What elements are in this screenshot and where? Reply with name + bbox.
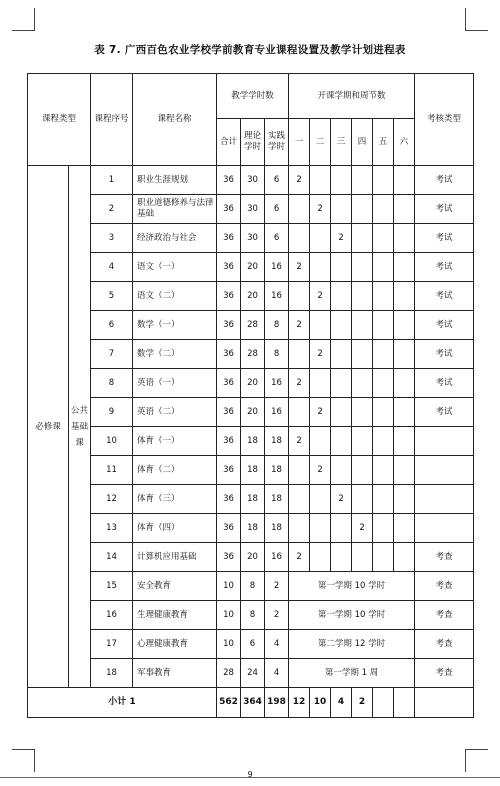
course-no: 12 [91,485,133,514]
exam-type: 考查 [415,630,474,659]
header-teaching-hours: 教学学时数 [217,74,289,119]
hours-theory: 6 [241,630,265,659]
semester-cell [373,427,394,456]
curriculum-table [27,73,474,718]
header-sem-2: 二 [310,119,331,166]
hours-practice: 4 [265,659,289,688]
category-main: 必修课 [28,166,69,688]
hours-total: 36 [217,340,241,369]
exam-type: 考试 [415,166,474,195]
hours-practice: 18 [265,514,289,543]
course-name: 心理健康教育 [133,630,217,659]
semester-cell [394,398,415,427]
table-row [28,456,474,485]
hours-practice: 2 [265,601,289,630]
hours-total: 36 [217,427,241,456]
exam-type: 考试 [415,311,474,340]
hours-practice: 6 [265,166,289,195]
subtotal-total: 562 [217,688,241,718]
semester-cell [289,485,310,514]
semester-cell [373,485,394,514]
hours-practice: 6 [265,195,289,224]
semester-cell [352,311,373,340]
semester-cell [352,282,373,311]
semester-cell [289,340,310,369]
course-no: 14 [91,543,133,572]
course-no: 15 [91,572,133,601]
header-sem-5: 五 [373,119,394,166]
hours-total: 36 [217,311,241,340]
hours-total: 36 [217,514,241,543]
semester-cell [289,514,310,543]
subtotal-sem: 4 [331,688,352,718]
semester-cell [394,514,415,543]
semester-cell [331,253,352,282]
semester-cell [352,369,373,398]
subtotal-practice: 198 [265,688,289,718]
course-name: 生理健康教育 [133,601,217,630]
semester-cell [352,195,373,224]
subtotal-row [28,688,474,718]
semester-cell [373,543,394,572]
header-sem-1: 一 [289,119,310,166]
semester-cell [373,282,394,311]
course-name: 英语（二） [133,398,217,427]
hours-theory: 20 [241,543,265,572]
course-no: 17 [91,630,133,659]
table-row [28,659,474,688]
hours-theory: 20 [241,398,265,427]
semester-cell [373,195,394,224]
exam-type [415,427,474,456]
semester-cell [289,282,310,311]
semester-cell [394,166,415,195]
semester-cell [310,253,331,282]
semester-cell [310,166,331,195]
course-name: 语文（二） [133,282,217,311]
subtotal-label: 小计 1 [28,688,217,718]
hours-total: 36 [217,456,241,485]
hours-total: 36 [217,224,241,253]
semester-cell [331,456,352,485]
semester-cell: 2 [310,282,331,311]
semester-cell [331,340,352,369]
hours-theory: 18 [241,514,265,543]
semester-span: 第二学期 12 学时 [289,630,415,659]
hours-total: 28 [217,659,241,688]
semester-cell [310,311,331,340]
semester-cell [394,224,415,253]
semester-cell [373,166,394,195]
header-course-no: 课程序号 [91,74,133,166]
hours-practice: 16 [265,398,289,427]
header-exam-type: 考核类型 [415,74,474,166]
course-name: 数学（一） [133,311,217,340]
crop-mark-top-left [12,8,35,31]
subtotal-sem: 2 [352,688,373,718]
course-no: 2 [91,195,133,224]
semester-cell [394,369,415,398]
course-no: 6 [91,311,133,340]
hours-practice: 4 [265,630,289,659]
hours-total: 36 [217,543,241,572]
subtotal-theory: 364 [241,688,265,718]
hours-theory: 18 [241,427,265,456]
exam-type [415,456,474,485]
header-practice: 实践学时 [265,119,289,166]
semester-cell [331,166,352,195]
semester-cell [352,398,373,427]
table-row [28,514,474,543]
semester-cell [331,311,352,340]
course-name: 体育（四） [133,514,217,543]
semester-cell [310,543,331,572]
semester-cell [352,340,373,369]
table-row [28,195,474,224]
semester-cell [352,485,373,514]
crop-mark-bottom-left [12,749,35,772]
table-row [28,311,474,340]
semester-cell: 2 [289,253,310,282]
hours-theory: 18 [241,456,265,485]
hours-theory: 8 [241,601,265,630]
semester-cell [289,195,310,224]
semester-cell [352,166,373,195]
course-name: 体育（二） [133,456,217,485]
semester-cell [352,253,373,282]
table-row [28,340,474,369]
semester-cell [394,195,415,224]
course-name: 职业道德修养与法律基础 [133,195,217,224]
hours-theory: 20 [241,282,265,311]
semester-cell [331,543,352,572]
header-sem-3: 三 [331,119,352,166]
course-no: 18 [91,659,133,688]
page-number: 9 [247,770,253,779]
table-row [28,427,474,456]
semester-cell [331,398,352,427]
hours-total: 36 [217,282,241,311]
exam-type: 考查 [415,601,474,630]
footer-divider [0,777,500,778]
hours-theory: 24 [241,659,265,688]
course-no: 16 [91,601,133,630]
course-no: 5 [91,282,133,311]
semester-cell [394,543,415,572]
semester-cell [310,514,331,543]
semester-cell [373,224,394,253]
header-course-type: 课程类型 [28,74,91,166]
exam-type: 考试 [415,340,474,369]
semester-span: 第一学期 10 学时 [289,601,415,630]
semester-cell: 2 [310,340,331,369]
course-name: 计算机应用基础 [133,543,217,572]
semester-cell [394,456,415,485]
page-title: 表 7. 广西百色农业学校学前教育专业课程设置及教学计划进程表 [94,44,406,56]
course-no: 11 [91,456,133,485]
semester-cell: 2 [310,398,331,427]
table-row [28,398,474,427]
hours-theory: 30 [241,166,265,195]
semester-cell: 2 [289,543,310,572]
category-sub: 公共基础课 [69,166,91,688]
exam-type: 考查 [415,543,474,572]
semester-cell [394,427,415,456]
subtotal-exam [415,688,474,718]
header-sem-6: 六 [394,119,415,166]
semester-cell [310,485,331,514]
semester-cell [352,543,373,572]
course-name: 体育（一） [133,427,217,456]
header-semester-weekly: 开课学期和周节数 [289,74,415,119]
hours-practice: 18 [265,485,289,514]
subtotal-sem: 10 [310,688,331,718]
semester-cell: 2 [352,514,373,543]
course-name: 军事教育 [133,659,217,688]
semester-cell [310,427,331,456]
crop-mark-bottom-right [465,749,488,772]
semester-cell [331,514,352,543]
table-row [28,282,474,311]
hours-theory: 8 [241,572,265,601]
course-no: 4 [91,253,133,282]
hours-theory: 20 [241,253,265,282]
semester-span: 第一学期 1 周 [289,659,415,688]
semester-cell [331,195,352,224]
semester-cell: 2 [310,195,331,224]
course-name: 英语（一） [133,369,217,398]
hours-total: 36 [217,253,241,282]
hours-practice: 8 [265,311,289,340]
hours-theory: 28 [241,311,265,340]
hours-total: 36 [217,485,241,514]
semester-cell [373,369,394,398]
semester-cell: 2 [331,224,352,253]
hours-practice: 16 [265,253,289,282]
subtotal-sem [394,688,415,718]
exam-type: 考查 [415,572,474,601]
course-name: 体育（三） [133,485,217,514]
semester-cell: 2 [310,456,331,485]
header-sem-4: 四 [352,119,373,166]
semester-span: 第一学期 10 学时 [289,572,415,601]
hours-total: 36 [217,195,241,224]
semester-cell [394,485,415,514]
exam-type: 考试 [415,282,474,311]
course-no: 3 [91,224,133,253]
subtotal-sem [373,688,394,718]
exam-type: 考试 [415,369,474,398]
semester-cell: 2 [331,485,352,514]
exam-type: 考查 [415,659,474,688]
table-row [28,224,474,253]
table-row [28,630,474,659]
course-name: 安全教育 [133,572,217,601]
course-no: 1 [91,166,133,195]
semester-cell: 2 [289,369,310,398]
exam-type [415,514,474,543]
hours-theory: 28 [241,340,265,369]
table-row [28,543,474,572]
crop-mark-top-right [465,8,488,31]
hours-practice: 8 [265,340,289,369]
hours-practice: 6 [265,224,289,253]
semester-cell: 2 [289,427,310,456]
course-no: 13 [91,514,133,543]
course-name: 经济政治与社会 [133,224,217,253]
hours-total: 10 [217,630,241,659]
table-row [28,253,474,282]
semester-cell [352,456,373,485]
semester-cell [331,369,352,398]
table-row [28,369,474,398]
course-no: 8 [91,369,133,398]
semester-cell [310,224,331,253]
semester-cell [331,282,352,311]
exam-type: 考试 [415,195,474,224]
header-course-name: 课程名称 [133,74,217,166]
course-name: 语文（一） [133,253,217,282]
hours-practice: 16 [265,543,289,572]
course-no: 9 [91,398,133,427]
semester-cell [352,224,373,253]
semester-cell [373,514,394,543]
subtotal-sem: 12 [289,688,310,718]
table-row [28,485,474,514]
exam-type: 考试 [415,224,474,253]
semester-cell [310,369,331,398]
hours-total: 10 [217,572,241,601]
semester-cell [331,427,352,456]
semester-cell [394,253,415,282]
semester-cell [352,427,373,456]
hours-theory: 18 [241,485,265,514]
course-no: 10 [91,427,133,456]
semester-cell [373,311,394,340]
exam-type [415,485,474,514]
hours-theory: 30 [241,195,265,224]
course-name: 职业生涯规划 [133,166,217,195]
semester-cell [289,456,310,485]
semester-cell [394,340,415,369]
semester-cell [373,253,394,282]
hours-total: 36 [217,398,241,427]
hours-total: 10 [217,601,241,630]
header-theory: 理论学时 [241,119,265,166]
hours-theory: 20 [241,369,265,398]
hours-practice: 18 [265,456,289,485]
course-name: 数学（二） [133,340,217,369]
header-total: 合计 [217,119,241,166]
table-row [28,601,474,630]
hours-total: 36 [217,166,241,195]
hours-practice: 2 [265,572,289,601]
semester-cell [394,311,415,340]
semester-cell: 2 [289,311,310,340]
semester-cell: 2 [289,166,310,195]
semester-cell [373,456,394,485]
exam-type: 考试 [415,253,474,282]
semester-cell [373,340,394,369]
semester-cell [394,282,415,311]
hours-total: 36 [217,369,241,398]
table-row [28,572,474,601]
hours-practice: 16 [265,282,289,311]
semester-cell [289,398,310,427]
exam-type: 考试 [415,398,474,427]
hours-theory: 30 [241,224,265,253]
semester-cell [373,398,394,427]
semester-cell [289,224,310,253]
hours-practice: 16 [265,369,289,398]
table-row [28,166,474,195]
course-no: 7 [91,340,133,369]
hours-practice: 18 [265,427,289,456]
